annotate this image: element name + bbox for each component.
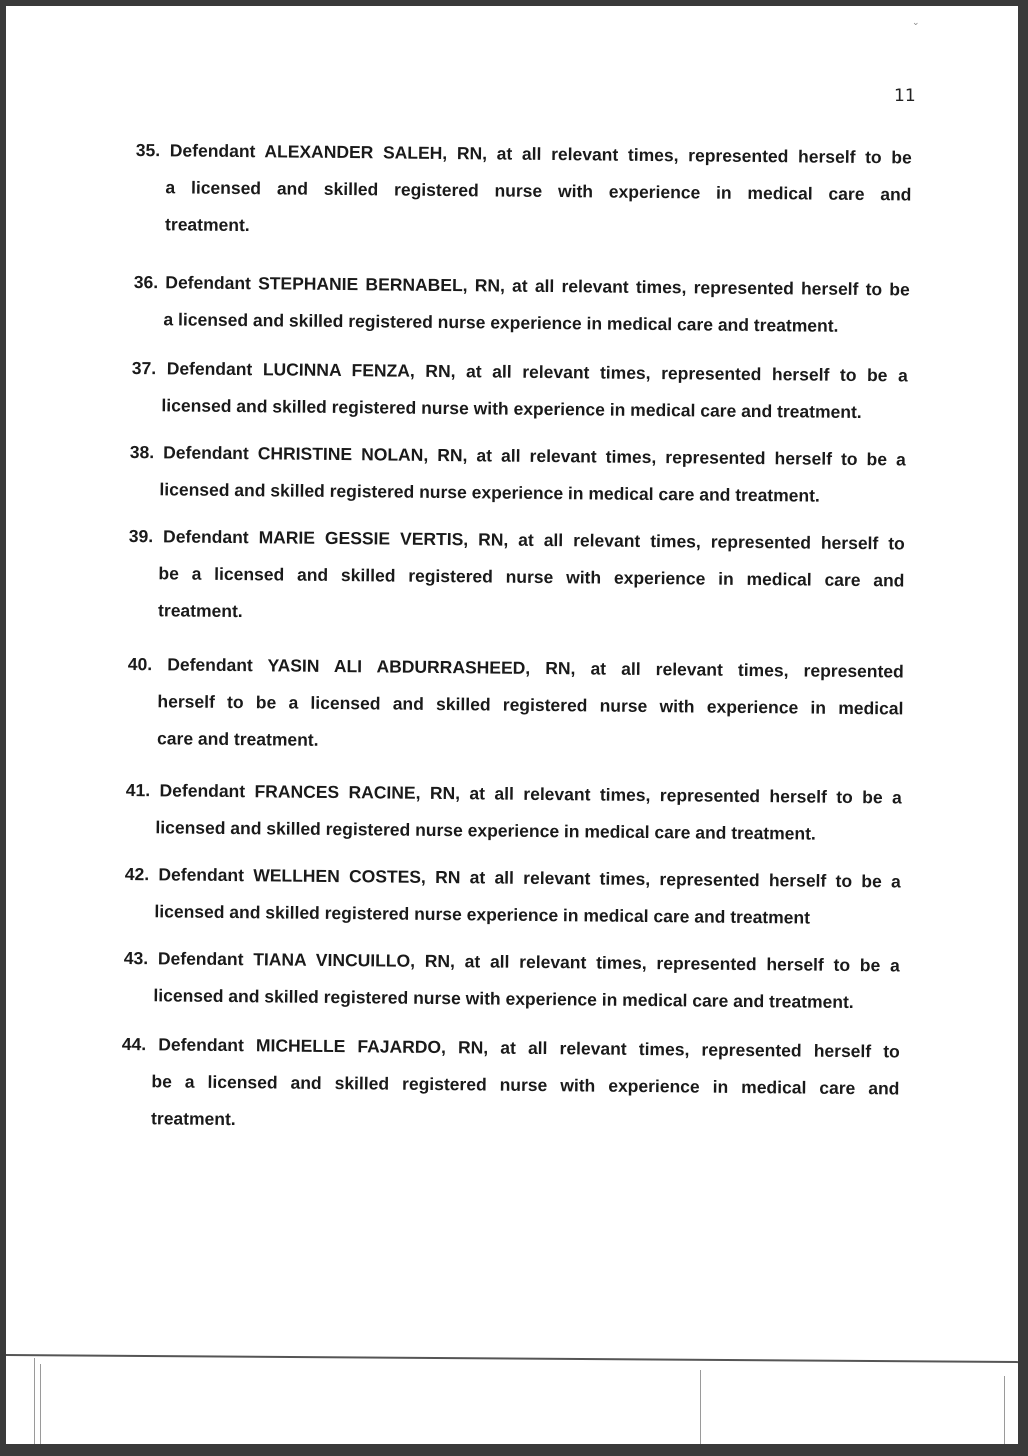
scan-border-left	[34, 1358, 35, 1444]
paragraph-35	[135, 132, 912, 250]
paragraph-36	[133, 264, 910, 345]
paragraph-line: licensed and skilled registered nurse experience in medical care and treatment.	[159, 479, 820, 506]
paragraph-44	[121, 1026, 900, 1144]
paragraph-line: a licensed and skilled registered nurse experience in medical care and treatment.	[163, 309, 839, 336]
paragraph-line: treatment.	[158, 600, 243, 622]
bottom-rule-divider	[6, 1354, 1018, 1363]
paragraph-line: 36. Defendant STEPHANIE BERNABEL, RN, at all relevant times, represented herself to be	[133, 271, 910, 300]
paragraph-line: 39. Defendant MARIE GESSIE VERTIS, RN, at all relevant times, represented herself to	[128, 525, 905, 554]
paragraph-line: licensed and skilled registered nurse experience in medical care and treatment.	[155, 817, 816, 844]
paragraph-line: 43. Defendant TIANA VINCUILLO, RN, at all relevant times, represented herself to be a	[123, 947, 900, 976]
scan-border-right	[1004, 1376, 1005, 1444]
paragraph-37	[131, 350, 908, 431]
paragraph-line: a licensed and skilled registered nurse with experience in medical care and	[165, 177, 912, 205]
paragraph-line: 37. Defendant LUCINNA FENZA, RN, at all relevant times, represented herself to be a	[131, 357, 908, 386]
paragraph-39	[128, 518, 905, 636]
paragraph-42	[124, 856, 901, 937]
scan-border-mid	[700, 1370, 701, 1444]
scan-border-left-inner	[40, 1364, 41, 1444]
paragraph-40	[127, 646, 904, 764]
paragraph-line: 41. Defendant FRANCES RACINE, RN, at all relevant times, represented herself to be a	[125, 779, 902, 808]
document-page	[6, 6, 1018, 1444]
paragraph-line: 44. Defendant MICHELLE FAJARDO, RN, at all relevant times, represented herself to	[121, 1033, 900, 1062]
paragraph-43	[123, 940, 900, 1021]
paragraph-41	[125, 772, 902, 853]
paragraph-38	[129, 434, 906, 515]
paragraph-line: 40. Defendant YASIN ALI ABDURRASHEED, RN, at all relevant times, represented	[127, 653, 904, 682]
paragraph-line: be a licensed and skilled registered nurse with experience in medical care and	[158, 563, 905, 591]
paragraph-line: be a licensed and skilled registered nurse with experience in medical care and	[151, 1071, 900, 1099]
paragraph-line: 38. Defendant CHRISTINE NOLAN, RN, at all relevant times, represented herself to be a	[129, 441, 906, 470]
paragraph-line: treatment.	[151, 1108, 236, 1130]
paragraph-line: herself to be a licensed and skilled registered nurse with experience in medical	[157, 691, 904, 719]
page-number: 11	[894, 86, 916, 106]
paragraph-line: treatment.	[165, 214, 250, 236]
paragraph-line: licensed and skilled registered nurse experience in medical care and treatment	[154, 901, 811, 928]
paragraph-line: care and treatment.	[157, 728, 319, 750]
scan-artifact-icon: ⌄	[912, 18, 920, 28]
paragraph-line: licensed and skilled registered nurse with experience in medical care and treatment.	[153, 985, 854, 1013]
paragraph-line: 35. Defendant ALEXANDER SALEH, RN, at all relevant times, represented herself to be	[135, 139, 912, 168]
paragraph-line: 42. Defendant WELLHEN COSTES, RN at all relevant times, represented herself to be a	[124, 863, 901, 892]
paragraph-line: licensed and skilled registered nurse with experience in medical care and treatment.	[161, 395, 862, 423]
